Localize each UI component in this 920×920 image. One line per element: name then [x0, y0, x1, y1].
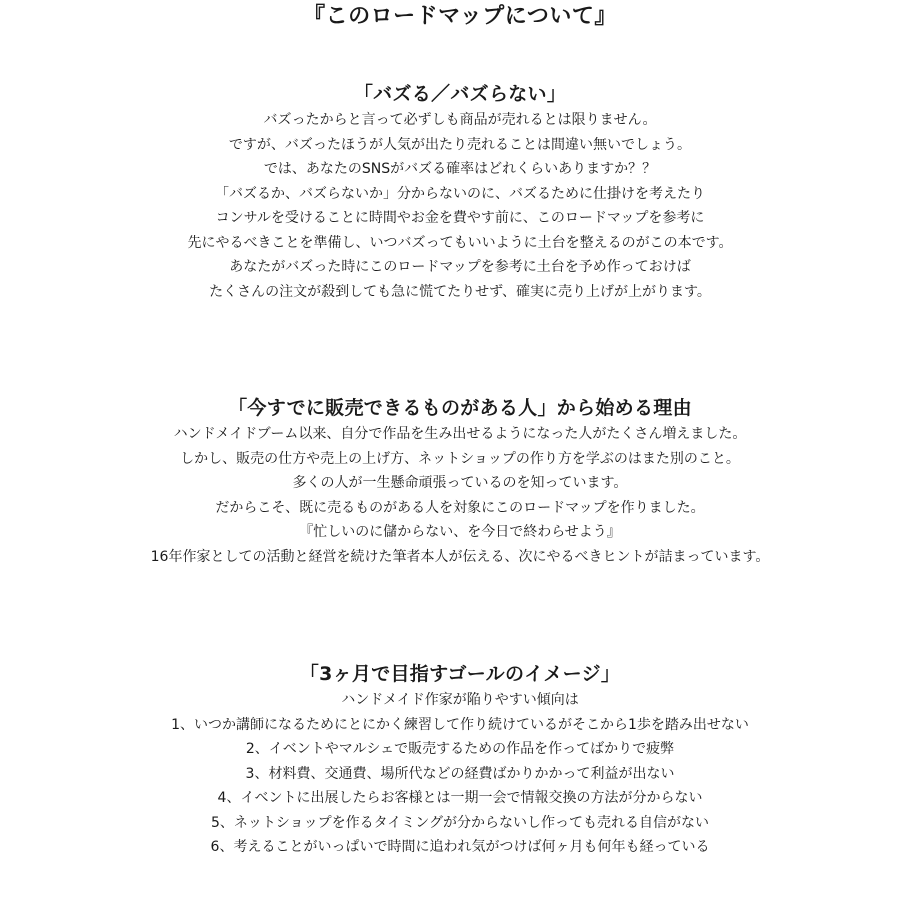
body-line: 先にやるべきことを準備し、いつバズってもいいように土台を整えるのがこの本です。	[187, 234, 733, 251]
body-line: だからこそ、既に売るものがある人を対象にこのロードマップを作りました。	[215, 499, 705, 516]
body-line: コンサルを受けることに時間やお金を費やす前に、このロードマップを参考に	[215, 210, 705, 226]
section-body	[0, 422, 920, 569]
body-line: 多くの人が一生懸命頑張っているのを知っています。	[292, 475, 628, 491]
body-line: あなたがバズった時にこのロードマップを参考に土台を予め作っておけば	[229, 259, 691, 275]
section-buzz	[0, 80, 920, 304]
body-line: しかし、販売の仕方や売上の上げ方、ネットショップの作り方を学ぶのはまた別のこと。	[180, 450, 740, 467]
section-body	[0, 688, 920, 860]
body-line: ですが、バズったほうが人気が出たり売れることは間違い無いでしょう。	[228, 136, 692, 153]
section-goal	[0, 660, 920, 860]
body-line: 「バズるか、バズらないか」分からないのに、バズるために仕掛けを考えたり	[215, 185, 705, 202]
body-line: 5、ネットショップを作るタイミングが分からないし作っても売れる自信がない	[210, 814, 710, 831]
body-line: ハンドメイド作家が陥りやすい傾向は	[341, 692, 579, 708]
body-line: 『忙しいのに儲からない、を今日で終わらせよう』	[299, 524, 621, 540]
body-line: では、あなたのSNSがバズる確率はどれくらいありますか？？	[263, 161, 657, 177]
section-heading: 「3ヶ月で目指すゴールのイメージ」	[299, 663, 621, 685]
page-title: 『このロードマップについて』	[303, 4, 617, 29]
section-heading: 「バズる／バズらない」	[353, 83, 567, 105]
section-body	[0, 108, 920, 304]
body-line: 16年作家としての活動と経営を続けた筆者本人が伝える、次にやるべきヒントが詰まっています。	[150, 548, 770, 565]
body-line: 1、いつか講師になるためにとにかく練習して作り続けているがそこから1歩を踏み出せない	[171, 716, 749, 733]
body-line: バズったからと言って必ずしも商品が売れるとは限りません。	[263, 112, 657, 128]
body-line: ハンドメイドブーム以来、自分で作品を生み出せるようになった人がたくさん増えました。	[173, 426, 747, 442]
body-line: 6、考えることがいっぱいで時間に追われ気がつけば何ヶ月も何年も経っている	[210, 839, 710, 855]
body-line: たくさんの注文が殺到しても急に慌てたりせず、確実に売り上げが上がります。	[209, 283, 711, 300]
body-line: 2、イベントやマルシェで販売するための作品を作ってばかりで疲弊	[245, 741, 675, 757]
body-line: 4、イベントに出展したらお客様とは一期一会で情報交換の方法が分からない	[217, 790, 703, 806]
body-line: 3、材料費、交通費、場所代などの経費ばかりかかって利益が出ない	[245, 765, 675, 782]
section-heading: 「今すでに販売できるものがある人」から始める理由	[228, 397, 692, 419]
section-reason	[0, 394, 920, 569]
